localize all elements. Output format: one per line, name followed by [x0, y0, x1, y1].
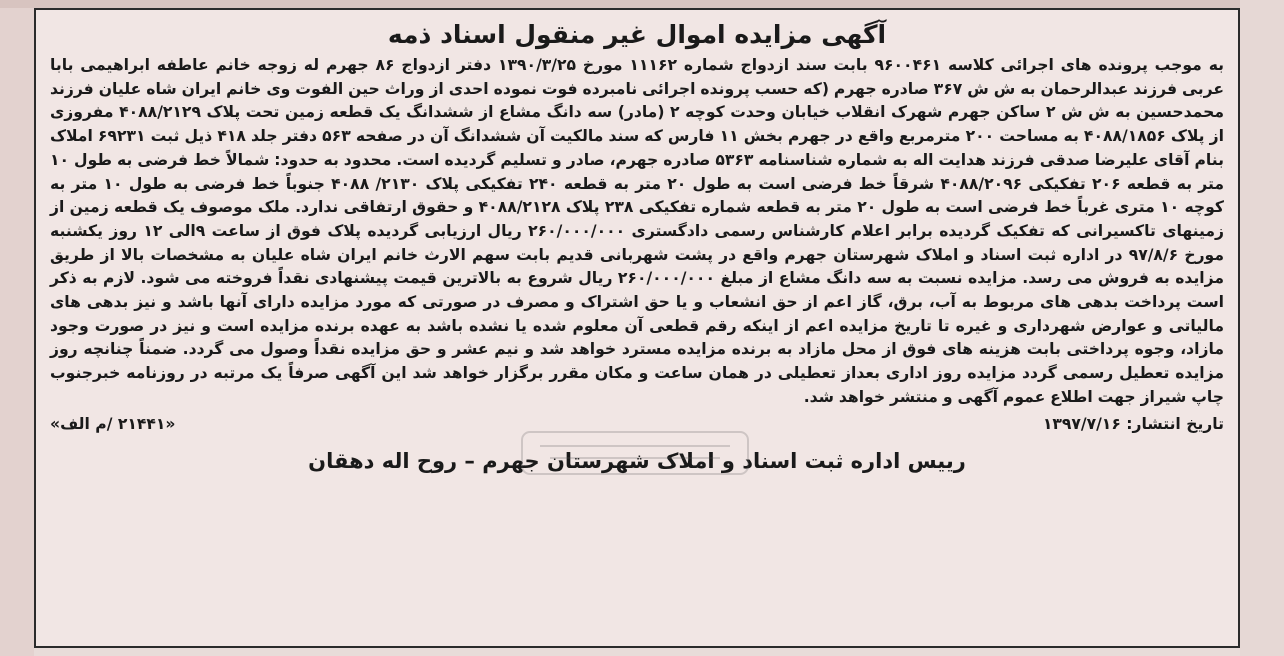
notice-title: آگهی مزایده اموال غیر منقول اسناد ذمه	[387, 20, 887, 49]
notice-footer	[50, 412, 1224, 436]
notice-frame	[34, 8, 1240, 648]
scan-right-margin	[1240, 0, 1284, 656]
scan-top-margin	[0, 0, 1284, 8]
signature-line: رییس اداره ثبت اسناد و املاک شهرستان جهرم – روح اله دهقان	[308, 448, 966, 473]
reference-code: «۲۱۴۴۱ /م الف»	[50, 414, 176, 433]
publish-date: تاریخ انتشار: ۱۳۹۷/۷/۱۶	[1042, 414, 1224, 433]
scan-left-margin	[0, 0, 34, 656]
notice-body: به موجب پرونده های اجرائی کلاسه ۹۶۰۰۴۶۱ بابت سند ازدواج شماره ۱۱۱۶۲ مورخ ۱۳۹۰/۳/۲۵ دفتر ازدواج ۸۶ جهرم له زوجه خانم عاطفه ابراهیمی بابا عربی فرزند عبدالرحمان به ش ش ۳۶۷ صادره جهرم (که حسب پرونده اجرائی نامبرده فوت نموده احدی از وراث حین الفوت وی خانم ایران شاه علیان فرزند محمدحسین به ش ش ۲ ساکن جهرم شهرک انقلاب خیابان وحدت کوچه ۲ (مادر) سه دانگ مشاع از ششدانگ یک قطعه زمین تحت پلاک ۴۰۸۸/۲۱۲۹ مفروزی از پلاک ۴۰۸۸/۱۸۵۶ به مساحت ۲۰۰ مترمربع واقع در جهرم بخش ۱۱ فارس که سند مالکیت آن ششدانگ آن در صفحه ۵۶۳ دفتر جلد ۴۱۸ ذیل ثبت ۶۹۲۳۱ املاک بنام آقای علیرضا صدقی فرزند هدایت اله به شماره شناسنامه ۵۳۶۳ صادره جهرم، صادر و تسلیم گردیده است. محدود به حدود: شمالاً خط فرضی به طول ۱۰ متر به قطعه ۲۰۶ تفکیکی ۴۰۸۸/۲۰۹۶ شرقاً خط فرضی است به طول ۲۰ متر به قطعه ۲۴۰ تفکیکی پلاک ۲۱۳۰/ ۴۰۸۸ جنوباً خط فرضی به طول ۱۰ متر به کوچه ۱۰ متری غرباً خط فرضی است به طول ۲۰ متر به قطعه شماره تفکیکی ۲۳۸ پلاک ۴۰۸۸/۲۱۲۸ و حقوق ارتفاقی ندارد. ملک موصوف یک قطعه زمین از زمینهای تاکسیرانی که تفکیک گردیده برابر اعلام کارشناس رسمی دادگستری ۲۶۰/۰۰۰/۰۰۰ ریال ارزیابی گردیده پلاک فوق از ساعت ۹الی ۱۲ روز یکشنبه مورخ ۹۷/۸/۶ در اداره ثبت اسناد و املاک شهرستان جهرم واقع در پشت شهربانی قدیم بابت سهم الارث خانم ایران شاه علیان به مشخصات بالا از طریق مزایده به فروش می رسد. مزایده نسبت به سه دانگ مشاع از مبلغ ۲۶۰/۰۰۰/۰۰۰ ریال شروع به بالاترین قیمت پیشنهادی نقداً فروخته می شود. لازم به ذکر است پرداخت بدهی های مربوط به آب، برق، گاز اعم از حق انشعاب و یا حق اشتراک و مصرف در صورتی که مورد مزایده دارای آنها باشد و نیز بدهی های مالیاتی و عوارض شهرداری و غیره تا تاریخ مزایده اعم از اینکه رقم قطعی آن معلوم شده یا نشده باشد به عهده برنده مزایده است و نیز در صورت وجود مازاد، وجوه پرداختی بابت هزینه های فوق از محل مازاد به برنده مزایده مسترد خواهد شد و نیم عشر و حق مزایده نقداً وصول می گردد. ضمناً چنانچه روز مزایده تعطیل رسمی گردد مزایده روز اداری بعداز تعطیلی در همان ساعت و مکان مقرر برگزار خواهد شد این آگهی صرفاً یک مرتبه در روزنامه خبرجنوب چاپ شیراز جهت اطلاع عموم آگهی و منتشر خواهد شد.	[50, 56, 1225, 406]
